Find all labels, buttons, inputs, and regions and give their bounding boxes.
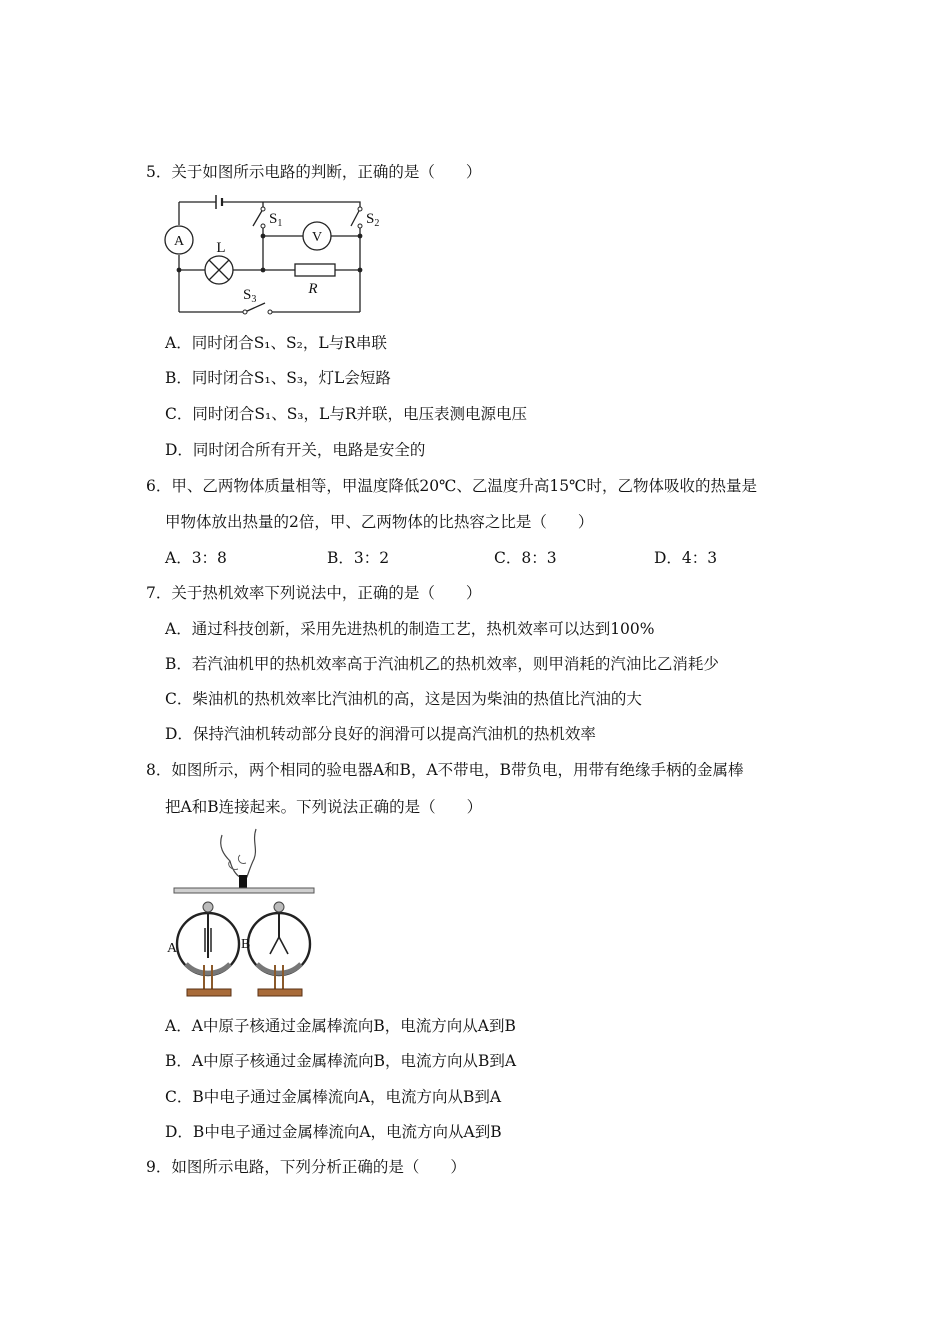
q6-option-d: D．4：3 [654, 549, 718, 567]
q8-stem-line2: 把A和B连接起来。下列说法正确的是（ ） [165, 798, 483, 816]
q5-circuit-diagram [160, 190, 390, 316]
q8-electroscope-diagram [160, 825, 325, 1000]
q5-stem: 5．关于如图所示电路的判断，正确的是（ ） [146, 163, 482, 181]
q8-option-d: D．B中电子通过金属棒流向A，电流方向从A到B [165, 1123, 502, 1141]
q8-option-c: C．B中电子通过金属棒流向A，电流方向从B到A [165, 1088, 502, 1106]
s3-label: S [243, 287, 252, 303]
svg-text:S3 [243, 287, 256, 305]
lamp-label: L [216, 240, 226, 256]
q6-options-row [165, 548, 765, 568]
q9-stem: 9．如图所示电路，下列分析正确的是（ ） [146, 1158, 466, 1176]
q5-option-b: B．同时闭合S₁、S₃，灯L会短路 [165, 369, 391, 387]
voltmeter-label: V [311, 230, 323, 245]
s3-subscript: 3 [251, 294, 257, 305]
q5-option-a: A．同时闭合S₁、S₂，L与R串联 [165, 334, 387, 352]
q6-stem-line2: 甲物体放出热量的2倍，甲、乙两物体的比热容之比是（ ） [165, 513, 594, 531]
q8-option-b: B．A中原子核通过金属棒流向B，电流方向从B到A [165, 1052, 517, 1070]
electroscope-b-label: B [241, 937, 251, 952]
q5-option-c: C．同时闭合S₁、S₃，L与R并联，电压表测电源电压 [165, 405, 527, 423]
q6-option-c: C．8：3 [494, 549, 557, 567]
svg-text:S1 [269, 211, 282, 229]
q6-stem-line1: 6．甲、乙两物体质量相等，甲温度降低20℃、乙温度升高15℃时，乙物体吸收的热量是 [146, 477, 757, 495]
q7-stem: 7．关于热机效率下列说法中，正确的是（ ） [146, 584, 482, 602]
q6-option-b: B．3：2 [327, 549, 390, 567]
electroscope-a-label: A [167, 941, 178, 956]
svg-text:S2 [366, 211, 379, 229]
q5-option-d: D．同时闭合所有开关，电路是安全的 [165, 441, 426, 459]
s2-subscript: 2 [374, 218, 380, 229]
q7-option-b: B．若汽油机甲的热机效率高于汽油机乙的热机效率，则甲消耗的汽油比乙消耗少 [165, 655, 719, 673]
q6-option-a: A．3：8 [165, 549, 227, 567]
s1-subscript: 1 [277, 218, 283, 229]
resistor-label: R [308, 281, 318, 297]
q7-option-a: A．通过科技创新，采用先进热机的制造工艺，热机效率可以达到100% [165, 620, 655, 638]
s1-label: S [269, 211, 278, 227]
q8-option-a: A．A中原子核通过金属棒流向B，电流方向从A到B [165, 1017, 516, 1035]
s2-label: S [366, 211, 375, 227]
q7-option-c: C．柴油机的热机效率比汽油机的高，这是因为柴油的热值比汽油的大 [165, 690, 642, 708]
q8-stem-line1: 8．如图所示，两个相同的验电器A和B，A不带电，B带负电，用带有绝缘手柄的金属棒 [146, 761, 744, 779]
q7-option-d: D．保持汽油机转动部分良好的润滑可以提高汽油机的热机效率 [165, 725, 596, 743]
ammeter-label: A [173, 234, 185, 249]
